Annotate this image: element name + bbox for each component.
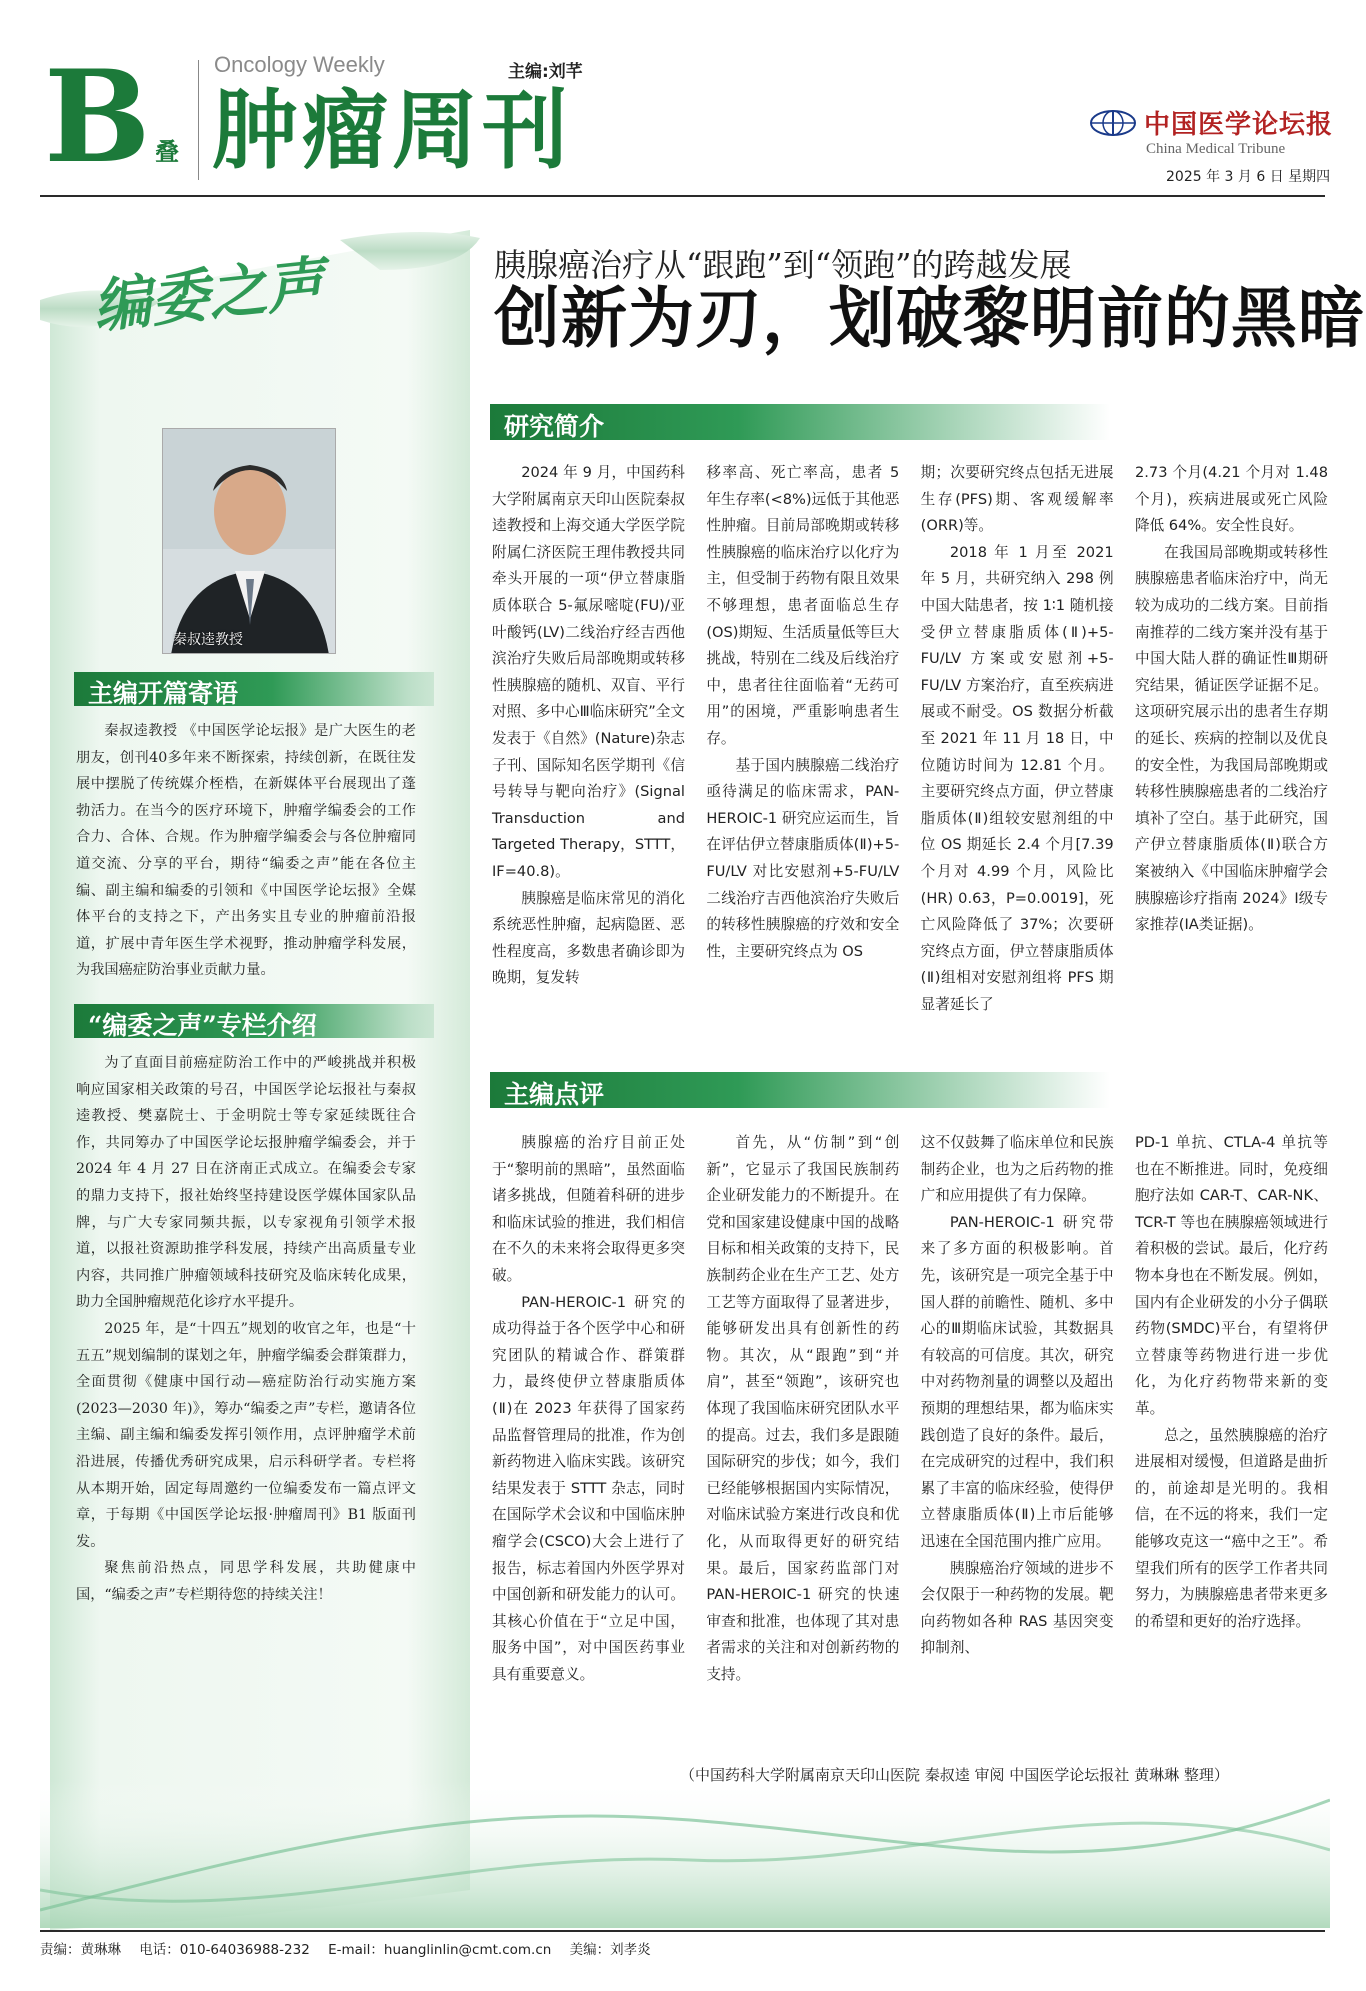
study-intro-columns (492, 460, 1328, 1018)
paragraph: PD-1 单抗、CTLA-4 单抗等也在不断推进。同时，免疫细胞疗法如 CAR-T、CAR-NK、TCR-T 等也在胰腺癌领域进行着积极的尝试。最后，化疗药物本身也在不断发展。例如，国内有企业研发的小分子偶联药物(SMDC)平台，有望将伊立替康等药物进行进一步优化，为化疗药物带来新的变革。 (1134, 1134, 1328, 1417)
article-credit: （中国药科大学附属南京天印山医院 秦叔逵 审阅 中国医学论坛报社 黄琳琳 整理） (680, 1766, 1229, 1784)
header-rule (40, 195, 1325, 197)
paragraph: 胰腺癌是临床常见的消化系统恶性肿瘤，起病隐匿、恶性程度高，多数患者确诊即为晚期，复发转 (492, 889, 685, 987)
paragraph: 聚焦前沿热点，同思学科发展，共助健康中国，“编委之声”专栏期待您的持续关注！ (76, 1560, 416, 1603)
section-suffix: 叠 (155, 138, 179, 166)
paragraph: 秦叔逵教授 《中国医学论坛报》是广大医生的老朋友，创刊40多年来不断探索，持续创新，在既往发展中摆脱了传统媒介桎梏，在新媒体平台展现出了蓬勃活力。在当今的医疗环境下，肿瘤学编委会的工作合力、合体、合规。作为肿瘤学编委会与各位肿瘤同道交流、分享的平台，期待“编委之声”能在各位主编、副主编和编委的引领和《中国医学论坛报》全媒体平台的支持之下，产出务实且专业的肿瘤前沿报道，扩展中青年医生学术视野，推动肿瘤学科发展，为我国癌症防治事业贡献力量。 (76, 723, 416, 979)
paragraph: 首先，从“仿制”到“创新”，它显示了我国民族制药企业研发能力的不断提升。在党和国家建设健康中国的战略目标和相关政策的支持下，民族制药企业在生产工艺、处方工艺等方面取得了显著进步，能够研发出具有创新性的药物。其次，从“跟跑”到“并肩”，甚至“领跑”，该研究也体现了我国临床研究团队水平的提高。过去，我们多是跟随国际研究的步伐；如今，我们已经能够根据国内实际情况，对临床试验方案进行改良和优化，从而取得更好的研究结果。最后，国家药监部门对 PAN-HEROIC-1 研究的快速审查和批准，也体现了其对患者需求的关注和对创新药物的支持。 (706, 1134, 900, 1683)
column-intro-body (76, 1050, 416, 1608)
article-headline: 创新为刃，划破黎明前的黑暗 (494, 280, 1365, 357)
paragraph: 2.73 个月(4.21 个月对 1.48 个月)，疾病进展或死亡风险降低 64%。安全性良好。 (1134, 464, 1328, 535)
title-chinese: 肿瘤周刊 (212, 81, 572, 181)
column-title: 编委之声 (89, 249, 328, 341)
issue-date: 2025 年 3 月 6 日 星期四 (1166, 169, 1331, 185)
text-column (1135, 460, 1328, 1018)
brand-name-chinese: 中国医学论坛报 (1144, 110, 1334, 140)
text-column (492, 460, 685, 1018)
section-letter: B (44, 43, 151, 191)
paragraph: 期；次要研究终点包括无进展生存(PFS)期、客观缓解率(ORR)等。 (920, 464, 1114, 535)
section-title: “编委之声”专栏介绍 (88, 1011, 317, 1040)
section-title: 主编开篇寄语 (88, 679, 239, 708)
text-column (1135, 1130, 1328, 1688)
section-heading-editor-comment (490, 1072, 1110, 1108)
footer-phone: 电话：010-64036988-232 (139, 1942, 310, 1958)
paragraph: 胰腺癌治疗领域的进步不会仅限于一种药物的发展。靶向药物如各种 RAS 基因突变抑制剂、 (920, 1559, 1114, 1657)
paragraph: 为了直面目前癌症防治工作中的严峻挑战并积极响应国家相关政策的号召，中国医学论坛报社与秦叔逵教授、樊嘉院士、于金明院士等专家延续既往合作，共同筹办了中国医学论坛报肿瘤学编委会，并于 2024 年 4 月 27 日在济南正式成立。在编委会专家的鼎力支持下，报社始终坚持建设医学媒体国家队品牌，与广大专家同频共振，以专家视角引领学术报道，以报社资源助推学科发展，持续产出高质量专业内容，共同推广肿瘤领域科技研究及临床转化成果，助力全国肿瘤规范化诊疗水平提升。 (76, 1055, 416, 1311)
editor-message-body (76, 718, 416, 984)
text-column (706, 1130, 899, 1688)
footer-editor: 责编：黄琳琳 (40, 1942, 121, 1958)
text-column (921, 1130, 1114, 1688)
section-heading-study-intro (490, 404, 1110, 440)
section-heading-column-intro (74, 1004, 434, 1038)
paragraph: 2025 年，是“十四五”规划的收官之年，也是“十五五”规划编制的谋划之年，肿瘤学编委会群策群力，全面贯彻《健康中国行动—癌症防治行动实施方案(2023—2030 年)》，筹办“编委之声”专栏，邀请各位主编、副主编和编委发挥引领作用，点评肿瘤学术前沿进展，传播优秀研究成果，启示科研学者。专栏将从本期开始，固定每周邀约一位编委发布一篇点评文章，于每期《中国医学论坛报·肿瘤周刊》B1 版面刊发。 (76, 1320, 416, 1550)
brand-name-english: China Medical Tribune (1146, 141, 1286, 157)
text-column (492, 1130, 685, 1688)
masthead-divider (198, 60, 199, 180)
page-footer (40, 1938, 665, 1958)
paragraph: 这不仅鼓舞了临床单位和民族制药企业，也为之后药物的推广和应用提供了有力保障。 (920, 1134, 1114, 1205)
chief-editor: 主编:刘芊 (508, 62, 583, 82)
paragraph: PAN-HEROIC-1 研究带来了多方面的积极影响。首先，该研究是一项完全基于中国人群的前瞻性、随机、多中心的Ⅲ期临床试验，其数据具有较高的可信度。其次，研究中对药物剂量的调整以及超出预期的理想结果，都为临床实践创造了良好的条件。最后，在完成研究的过程中，我们积累了丰富的临床经验，使得伊立替康脂质体(Ⅱ)上市后能够迅速在全国范围内推广应用。 (920, 1213, 1114, 1550)
footer-rule (40, 1930, 1325, 1932)
paragraph: 2024 年 9 月，中国药科大学附属南京天印山医院秦叔逵教授和上海交通大学医学院附属仁济医院王理伟教授共同牵头开展的一项“伊立替康脂质体联合 5-氟尿嘧啶(FU)/亚叶酸钙(LV)二线治疗经吉西他滨治疗失败后局部晚期或转移性胰腺癌的随机、双盲、平行对照、多中心Ⅲ临床研究”全文发表于《自然》(Nature)杂志子刊、国际知名医学期刊《信号转导与靶向治疗》(Signal Transduction and Targeted Therapy，STTT，IF=40.8)。 (492, 464, 685, 880)
paragraph: 基于国内胰腺癌二线治疗亟待满足的临床需求，PAN-HEROIC-1 研究应运而生，旨在评估伊立替康脂质体(Ⅱ)+5-FU/LV 对比安慰剂+5-FU/LV 二线治疗吉西他滨治疗失败后的转移性胰腺癌的疗效和安全性，主要研究终点为 OS (706, 756, 900, 960)
portrait-photo (163, 429, 336, 654)
portrait-caption: 秦叔逵教授 (173, 632, 243, 648)
article-subhead: 胰腺癌治疗从“跟跑”到“领跑”的跨越发展 (494, 246, 1072, 284)
paragraph: PAN-HEROIC-1 研究的成功得益于各个医学中心和研究团队的精诚合作、群策群力，最终使伊立替康脂质体(Ⅱ)在 2023 年获得了国家药品监督管理局的批准，作为创新药物进入临床实践。该研究结果发表于 STTT 杂志，同时在国际学术会议和中国临床肿瘤学会(CSCO)大会上进行了报告，标志着国内外医学界对中国创新和研发能力的认可。其核心价值在于“立足中国，服务中国”，对中国医药事业具有重要意义。 (492, 1293, 685, 1683)
footer-designer: 美编：刘孝炎 (569, 1942, 651, 1958)
text-column (706, 460, 899, 1018)
paragraph: 胰腺癌的治疗目前正处于“黎明前的黑暗”，虽然面临诸多挑战，但随着科研的进步和临床试验的推进，我们相信在不久的未来将会取得更多突破。 (492, 1134, 685, 1284)
title-english: Oncology Weekly (214, 52, 385, 77)
section-title: 主编点评 (504, 1080, 605, 1109)
editor-comment-columns (492, 1130, 1328, 1688)
paragraph: 在我国局部晚期或转移性胰腺癌患者临床治疗中，尚无较为成功的二线方案。目前指南推荐的二线方案并没有基于中国大陆人群的确证性Ⅲ期研究结果，循证医学证据不足。这项研究展示出的患者生存期的延长、疾病的控制以及优良的安全性，为我国局部晚期或转移性胰腺癌患者的二线治疗填补了空白。基于此研究，国产伊立替康脂质体(Ⅱ)联合方案被纳入《中国临床肿瘤学会胰腺癌诊疗指南 2024》Ⅰ级专家推荐(ⅠA类证据)。 (1134, 543, 1328, 934)
author-portrait (162, 428, 336, 654)
section-heading-editor-message (74, 672, 434, 706)
section-title: 研究简介 (504, 412, 605, 441)
text-column (921, 460, 1114, 1018)
paragraph: 总之，虽然胰腺癌的治疗进展相对缓慢，但道路是曲折的，前途却是光明的。我相信，在不远的将来，我们一定能够攻克这一“癌中之王”。希望我们所有的医学工作者共同努力，为胰腺癌患者带来更多的希望和更好的治疗选择。 (1134, 1426, 1328, 1630)
footer-email: E-mail：huanglinlin@cmt.com.cn (328, 1942, 552, 1958)
paragraph: 2018 年 1 月至 2021 年 5 月，共研究纳入 298 例中国大陆患者，按 1∶1 随机接受伊立替康脂质体(Ⅱ)+5-FU/LV 方案或安慰剂+5-FU/LV 方案治疗，直至疾病进展或不耐受。OS 数据分析截至 2021 年 11 月 18 日，中位随访时间为 12.81 个月。主要研究终点方面，伊立替康脂质体(Ⅱ)组较安慰剂组的中位 OS 期延长 2.4 个月[7.39 个月对 4.99 个月，风险比(HR) 0.63，P=0.0019]，死亡风险降低了 37%；次要研究终点方面，伊立替康脂质体(Ⅱ)组相对安慰剂组将 PFS 期显著延长了 (920, 543, 1114, 1013)
brand-logo-icon (1088, 108, 1138, 138)
paragraph: 移率高、死亡率高，患者 5 年生存率(<8%)远低于其他恶性肿瘤。目前局部晚期或转移性胰腺癌的临床治疗以化疗为主，但受制于药物有限且效果不够理想，患者面临总生存(OS)期短、生活质量低等巨大挑战，特别在二线及后线治疗中，患者往往面临着“无药可用”的困境，严重影响患者生存。 (706, 464, 900, 747)
